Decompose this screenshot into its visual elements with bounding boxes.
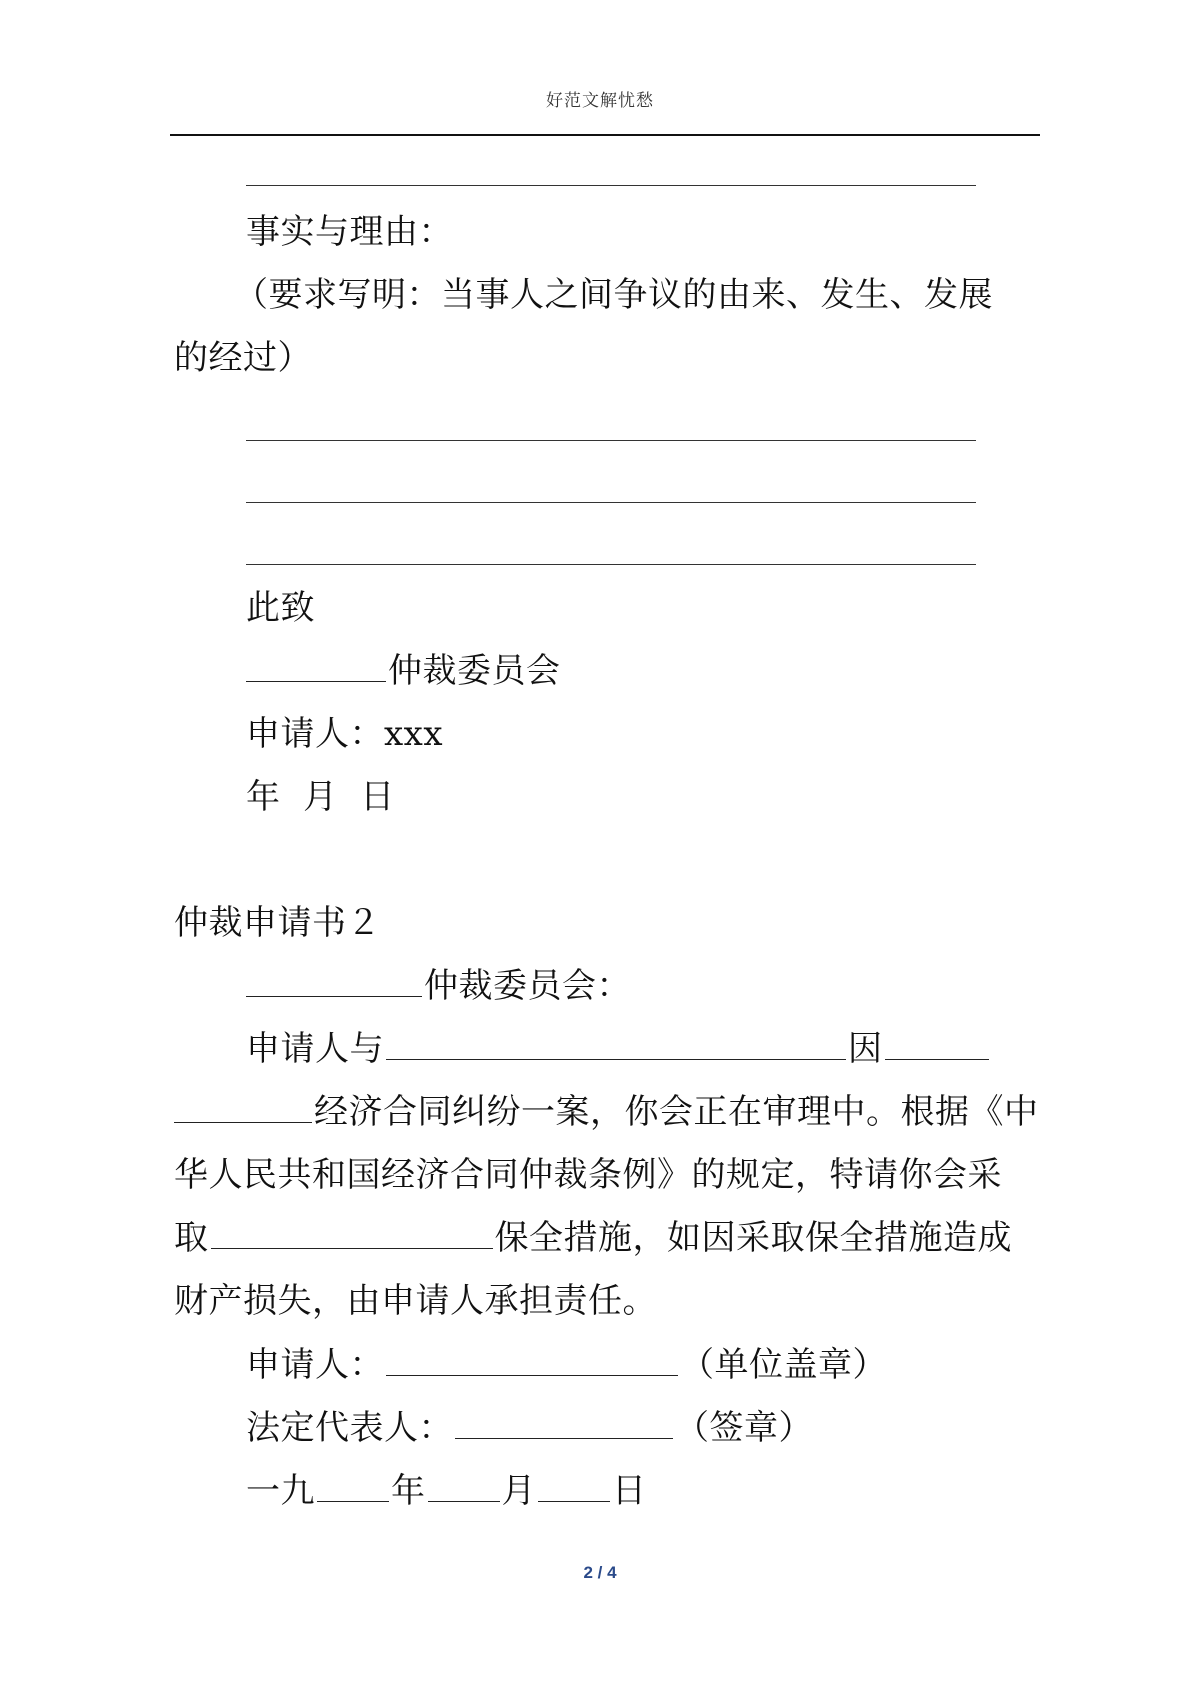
facts-heading: 事实与理由：: [246, 212, 453, 252]
header-title: 好范文解忧愁: [546, 91, 654, 111]
legal-rep-label: 法定代表人：: [246, 1408, 453, 1448]
section2-date-line: [246, 1471, 647, 1511]
committee-text: 仲裁委员会: [388, 651, 561, 691]
facts-note-line-1: [174, 275, 993, 315]
reason-blank-cont: [174, 1092, 312, 1123]
date-year: 年: [391, 1471, 426, 1511]
committee-line: [246, 651, 561, 691]
para-start: 申请人与: [246, 1029, 384, 1069]
section2-legal-rep-line: [246, 1408, 813, 1448]
para-line-4-rest: 保全措施，如因采取保全措施造成: [494, 1218, 1012, 1258]
section2-para-line-1: [246, 1029, 991, 1069]
section2-title: 仲裁申请书２: [174, 903, 381, 943]
blank-fill-line: [246, 502, 976, 503]
date-year: 年: [246, 777, 281, 817]
date-prefix: 一九: [246, 1471, 315, 1511]
measure-blank: [211, 1218, 493, 1249]
applicant-line: [246, 714, 443, 754]
month-blank: [428, 1471, 500, 1502]
year-blank: [317, 1471, 389, 1502]
applicant-label: 申请人：: [246, 714, 384, 754]
committee-blank: [246, 651, 386, 682]
section2-committee-line: [246, 966, 631, 1006]
legal-rep-blank: [455, 1408, 673, 1439]
date-month: 月: [501, 1471, 536, 1511]
section2-committee-text: 仲裁委员会：: [424, 966, 631, 1006]
blank-fill-line: [246, 564, 976, 565]
respondent-blank: [386, 1029, 846, 1060]
section2-para-line-5: 财产损失，由申请人承担责任。: [174, 1281, 657, 1321]
header-divider: [170, 134, 1040, 136]
date-day: 日: [360, 777, 395, 817]
day-blank: [538, 1471, 610, 1502]
facts-note-line-2: 的经过）: [174, 338, 312, 378]
section2-applicant-line: [246, 1345, 887, 1385]
section2-para-line-4: [174, 1218, 1012, 1258]
legal-rep-seal: （签章）: [675, 1408, 813, 1448]
blank-fill-line: [246, 440, 976, 441]
date-month: 月: [303, 777, 338, 817]
applicant-blank: [386, 1345, 678, 1376]
applicant-value: xxx: [384, 714, 444, 754]
salutation: 此致: [246, 588, 315, 628]
facts-note-text-1: （要求写明：当事人之间争议的由来、发生、发展: [234, 275, 993, 315]
committee-blank: [246, 966, 422, 997]
applicant-seal: （单位盖章）: [680, 1345, 887, 1385]
date-line: [246, 777, 395, 817]
page-number: 2 / 4: [583, 1563, 617, 1582]
para-line-2-text: 经济合同纠纷一案，你会正在审理中。根据《中: [314, 1092, 1039, 1132]
blank-fill-line: [246, 185, 976, 186]
para-because: 因: [848, 1029, 883, 1069]
section2-para-line-2: [174, 1092, 1039, 1132]
date-day: 日: [612, 1471, 647, 1511]
reason-blank: [885, 1029, 989, 1060]
section2-para-line-3: 华人民共和国经济合同仲裁条例》的规定，特请你会采: [174, 1155, 1002, 1195]
applicant-label: 申请人：: [246, 1345, 384, 1385]
para-take: 取: [174, 1218, 209, 1258]
